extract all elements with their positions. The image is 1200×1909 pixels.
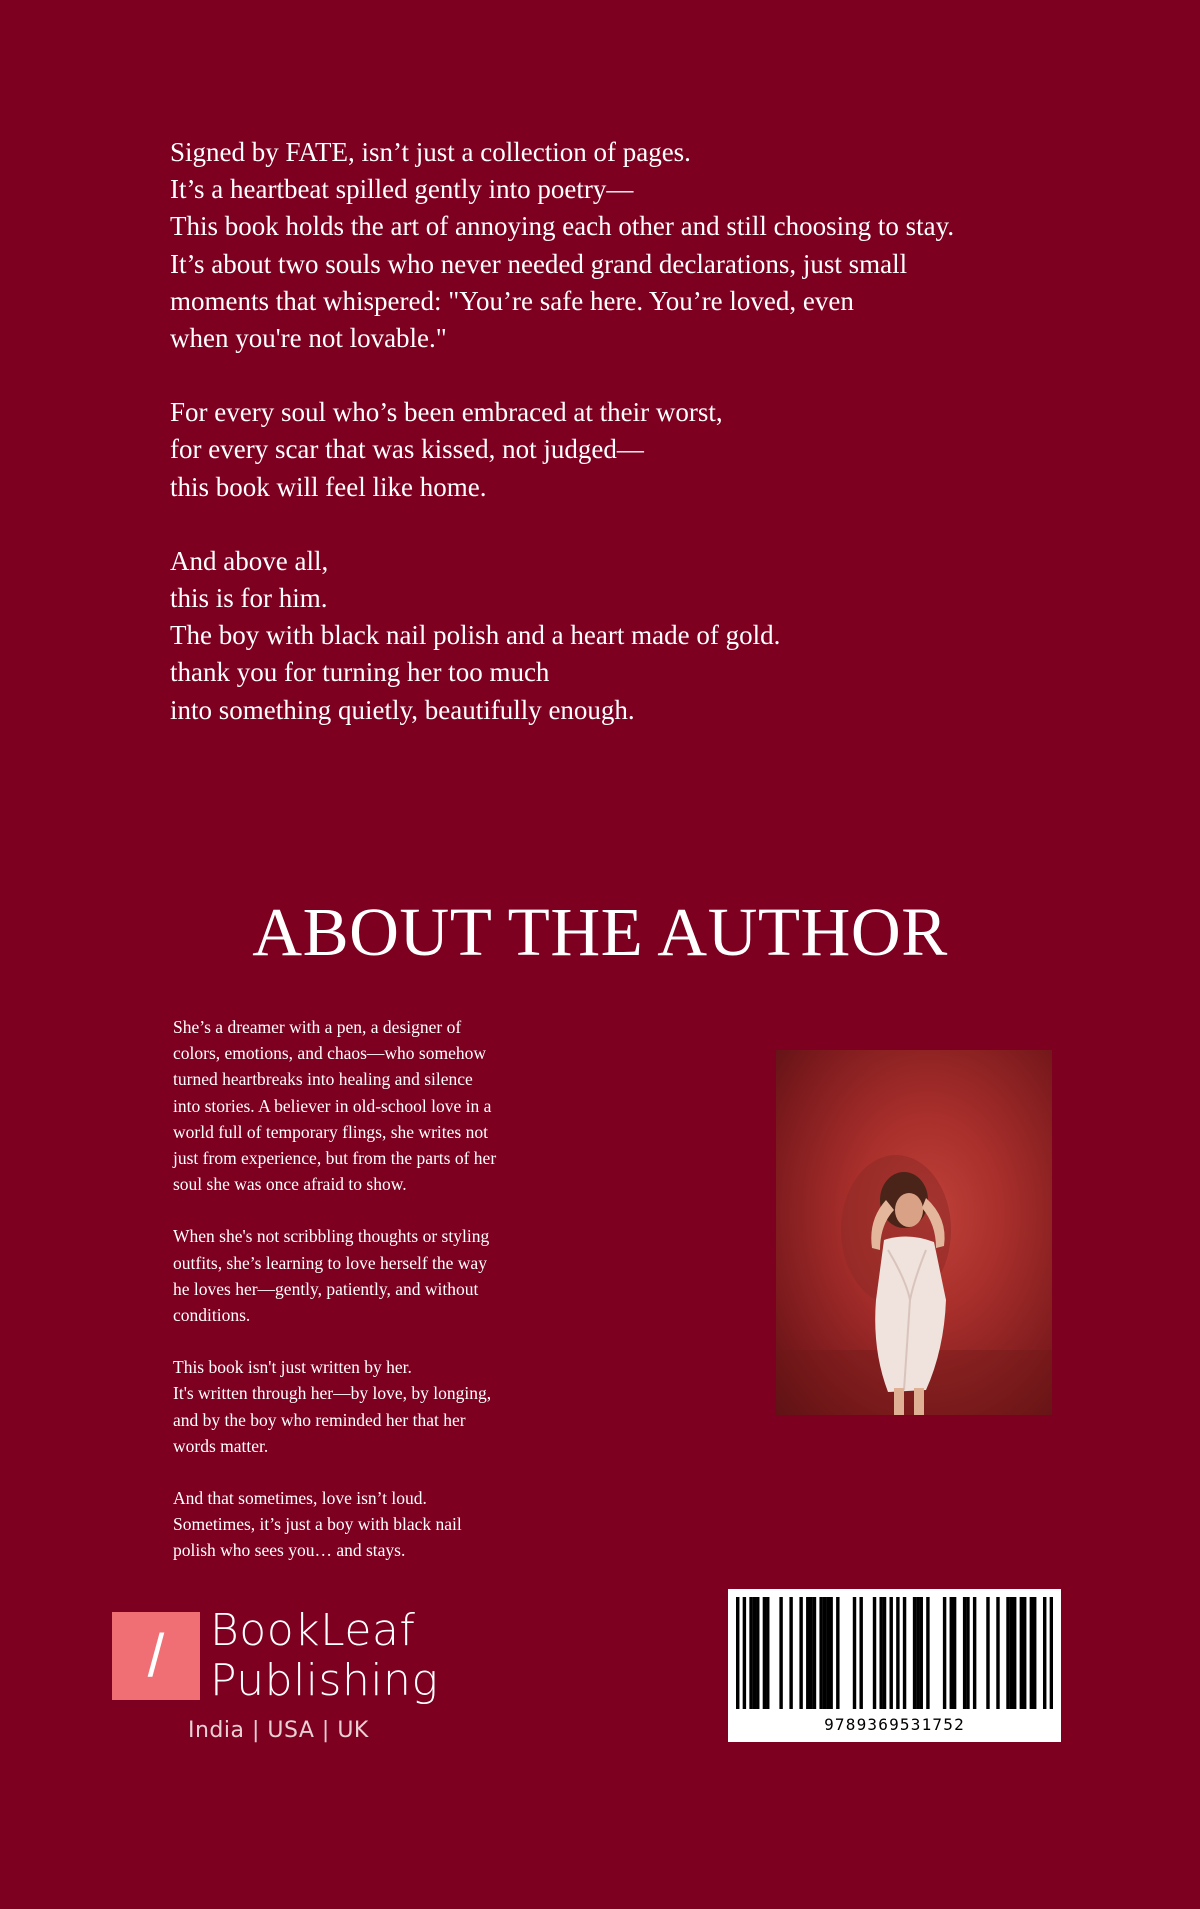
bio-paragraph-1 <box>173 1014 553 1197</box>
bio-line: And that sometimes, love isn’t loud. <box>173 1488 427 1509</box>
barcode-bar <box>753 1597 756 1709</box>
barcode-bar <box>913 1597 916 1709</box>
bio-line: he loves her—gently, patiently, and without <box>173 1278 479 1299</box>
barcode-bars <box>736 1597 1053 1709</box>
barcode-bar <box>963 1597 966 1709</box>
barcode-bar <box>996 1597 999 1709</box>
bio-line: into stories. A believer in old-school love in a <box>173 1095 492 1116</box>
bookleaf-logo <box>112 1612 200 1700</box>
barcode-bar <box>1006 1597 1009 1709</box>
blurb-line: It’s about two souls who never needed grand declarations, just small <box>170 248 908 279</box>
bio-line: colors, emotions, and chaos—who somehow <box>173 1043 487 1064</box>
publisher-name <box>210 1606 438 1706</box>
bio-paragraph-4 <box>173 1485 553 1564</box>
barcode-bar <box>823 1597 826 1709</box>
barcode-bar <box>1010 1597 1013 1709</box>
barcode-bar <box>763 1597 766 1709</box>
publisher-name-line-2: Publishing <box>210 1655 439 1706</box>
back-cover-blurb <box>170 134 1000 766</box>
bio-line: just from experience, but from the parts of her <box>173 1148 497 1169</box>
blurb-line: The boy with black nail polish and a heart made of gold. <box>170 620 781 651</box>
bio-line: polish who sees you… and stays. <box>173 1540 406 1561</box>
bio-line: It's written through her—by love, by longing, <box>173 1383 492 1404</box>
barcode-bar <box>916 1597 919 1709</box>
barcode-bar <box>809 1597 812 1709</box>
blurb-line: into something quietly, beautifully enough. <box>170 694 635 725</box>
blurb-line: This book holds the art of annoying each other and still choosing to stay. <box>170 211 955 242</box>
publisher-block <box>112 1605 452 1752</box>
bio-paragraph-3 <box>173 1354 553 1459</box>
barcode-bar <box>853 1597 856 1709</box>
barcode-bar <box>966 1597 969 1709</box>
barcode-bar <box>986 1597 989 1709</box>
bio-line: This book isn't just written by her. <box>173 1357 412 1378</box>
blurb-line: this book will feel like home. <box>170 471 487 502</box>
about-author-heading: ABOUT THE AUTHOR <box>252 894 948 970</box>
barcode-bar <box>973 1597 976 1709</box>
barcode-bar <box>749 1597 752 1709</box>
barcode-bar <box>789 1597 792 1709</box>
barcode-bar <box>829 1597 832 1709</box>
barcode-bar <box>889 1597 892 1709</box>
blurb-line: when you're not lovable." <box>170 323 447 354</box>
barcode-bar <box>926 1597 929 1709</box>
barcode-bar <box>836 1597 839 1709</box>
blurb-paragraph-1 <box>170 134 1000 357</box>
blurb-line: moments that whispered: "You’re safe here. You’re loved, even <box>170 285 854 316</box>
barcode-bar <box>879 1597 882 1709</box>
bio-line: turned heartbreaks into healing and silence <box>173 1069 473 1090</box>
barcode-bar <box>1050 1597 1053 1709</box>
barcode-bar <box>1020 1597 1023 1709</box>
bio-line: She’s a dreamer with a pen, a designer of <box>173 1017 462 1037</box>
bio-line: conditions. <box>173 1305 251 1326</box>
barcode-bar <box>873 1597 876 1709</box>
bio-line: Sometimes, it’s just a boy with black nail <box>173 1514 462 1535</box>
bio-line: outfits, she’s learning to love herself the way <box>173 1252 487 1273</box>
barcode-bar <box>943 1597 946 1709</box>
barcode-bar <box>799 1597 802 1709</box>
blurb-line: Signed by FATE, isn’t just a collection of pages. <box>170 137 691 167</box>
barcode-bar <box>883 1597 886 1709</box>
blurb-paragraph-3 <box>170 543 1000 729</box>
barcode-bar <box>950 1597 953 1709</box>
barcode-bar <box>736 1597 739 1709</box>
blurb-line: It’s a heartbeat spilled gently into poetry— <box>170 174 634 205</box>
barcode-bar <box>1030 1597 1033 1709</box>
barcode-bar <box>813 1597 816 1709</box>
bio-line: words matter. <box>173 1435 269 1456</box>
blurb-line: for every scar that was kissed, not judged— <box>170 434 644 465</box>
barcode-bar <box>1033 1597 1036 1709</box>
isbn-number: 9789369531752 <box>824 1715 965 1734</box>
blurb-line: this is for him. <box>170 583 328 614</box>
barcode-bar <box>953 1597 956 1709</box>
barcode-bar <box>826 1597 829 1709</box>
isbn-barcode <box>728 1589 1061 1742</box>
author-bio <box>173 1014 553 1590</box>
barcode-bar <box>1013 1597 1016 1709</box>
bio-line: When she's not scribbling thoughts or styling <box>173 1226 490 1247</box>
bio-line: world full of temporary flings, she writes not <box>173 1121 488 1142</box>
barcode-bar <box>903 1597 906 1709</box>
barcode-bar <box>766 1597 769 1709</box>
barcode-bar <box>1043 1597 1046 1709</box>
barcode-bar <box>743 1597 746 1709</box>
barcode-bar <box>806 1597 809 1709</box>
bio-line: soul she was once afraid to show. <box>173 1174 407 1195</box>
barcode-bar <box>896 1597 899 1709</box>
slash-icon: / <box>147 1622 165 1689</box>
blurb-line: For every soul who’s been embraced at their worst, <box>170 397 723 428</box>
barcode-bar <box>920 1597 923 1709</box>
barcode-bar <box>1023 1597 1026 1709</box>
blurb-line: And above all, <box>170 545 329 576</box>
barcode-bar <box>859 1597 862 1709</box>
bio-paragraph-2 <box>173 1223 553 1328</box>
barcode-bar <box>819 1597 822 1709</box>
publisher-name-line-1: BookLeaf <box>210 1605 416 1656</box>
author-photo <box>776 1050 1052 1415</box>
blurb-line: thank you for turning her too much <box>170 657 550 688</box>
barcode-bar <box>756 1597 759 1709</box>
bio-line: and by the boy who reminded her that her <box>173 1409 466 1430</box>
publisher-regions: India | USA | UK <box>188 1718 369 1743</box>
blurb-paragraph-2 <box>170 394 1000 506</box>
barcode-bar <box>779 1597 782 1709</box>
